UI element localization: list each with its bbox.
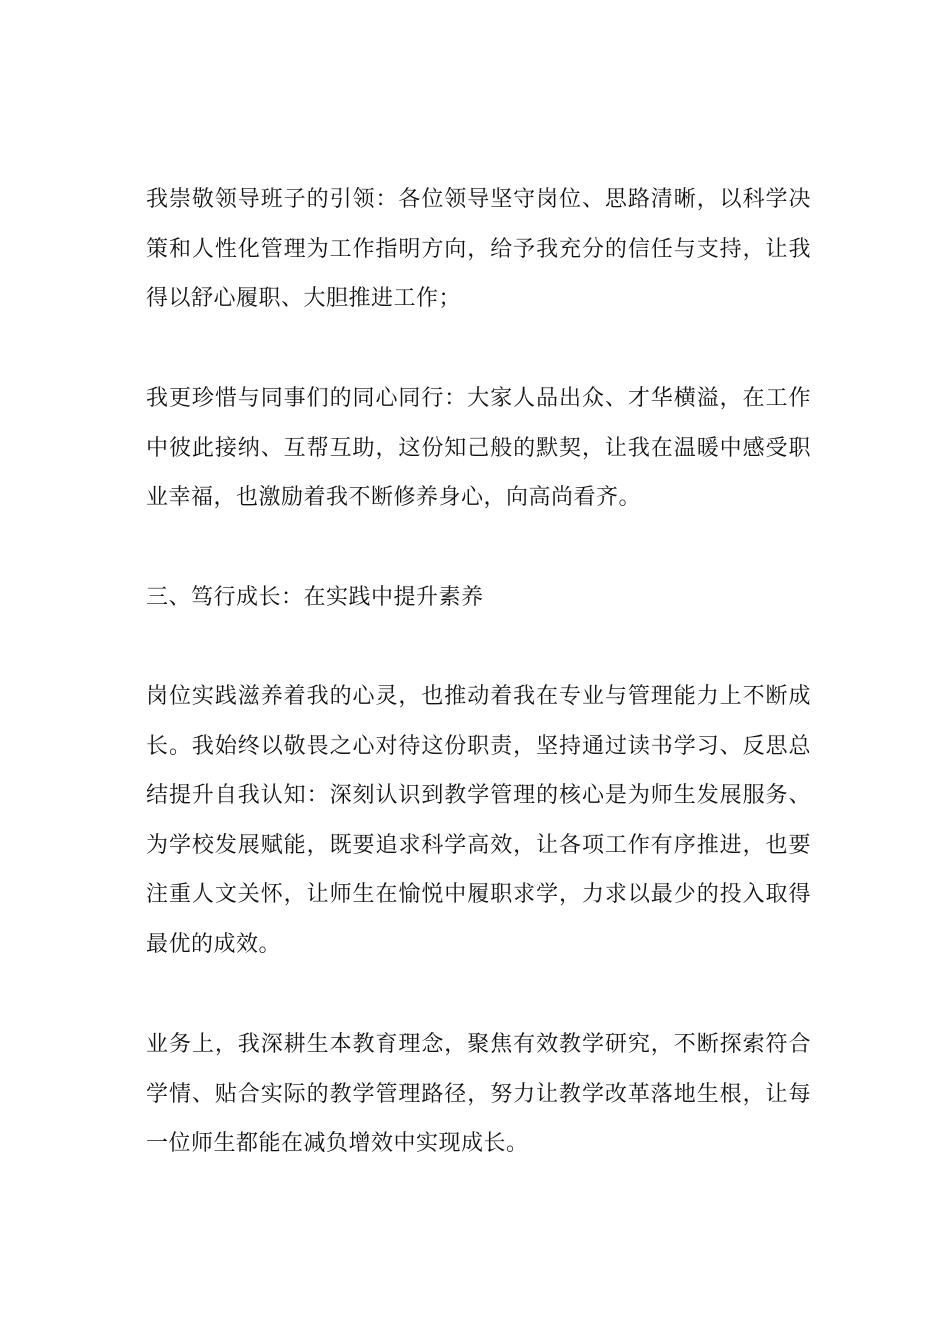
paragraph-growth: 岗位实践滋养着我的心灵，也推动着我在专业与管理能力上不断成长。我始终以敬畏之心对待这份职责，坚持通过读书学习、反思总结提升自我认知：深刻认识到教学管理的核心是为师生发展服务、为学校发展赋能，既要追求科学高效，让各项工作有序推进，也要注重人文关怀，让师生在愉悦中履职求学，力求以最少的投入取得最优的成效。	[146, 684, 811, 957]
section-heading: 三、笃行成长：在实践中提升素养	[146, 585, 484, 610]
paragraph-leadership: 我崇敬领导班子的引领：各位领导坚守岗位、思路清晰，以科学决策和人性化管理为工作指明方向，给予我充分的信任与支持，让我得以舒心履职、大胆推进工作；	[146, 187, 811, 311]
paragraph-business: 业务上，我深耕生本教育理念，聚焦有效教学研究，不断探索符合学情、贴合实际的教学管理路径，努力让教学改革落地生根，让每一位师生都能在减负增效中实现成长。	[146, 1032, 811, 1156]
paragraph-colleagues: 我更珍惜与同事们的同心同行：大家人品出众、才华横溢，在工作中彼此接纳、互帮互助，这份知己般的默契，让我在温暖中感受职业幸福，也激励着我不断修养身心，向高尚看齐。	[146, 386, 811, 510]
